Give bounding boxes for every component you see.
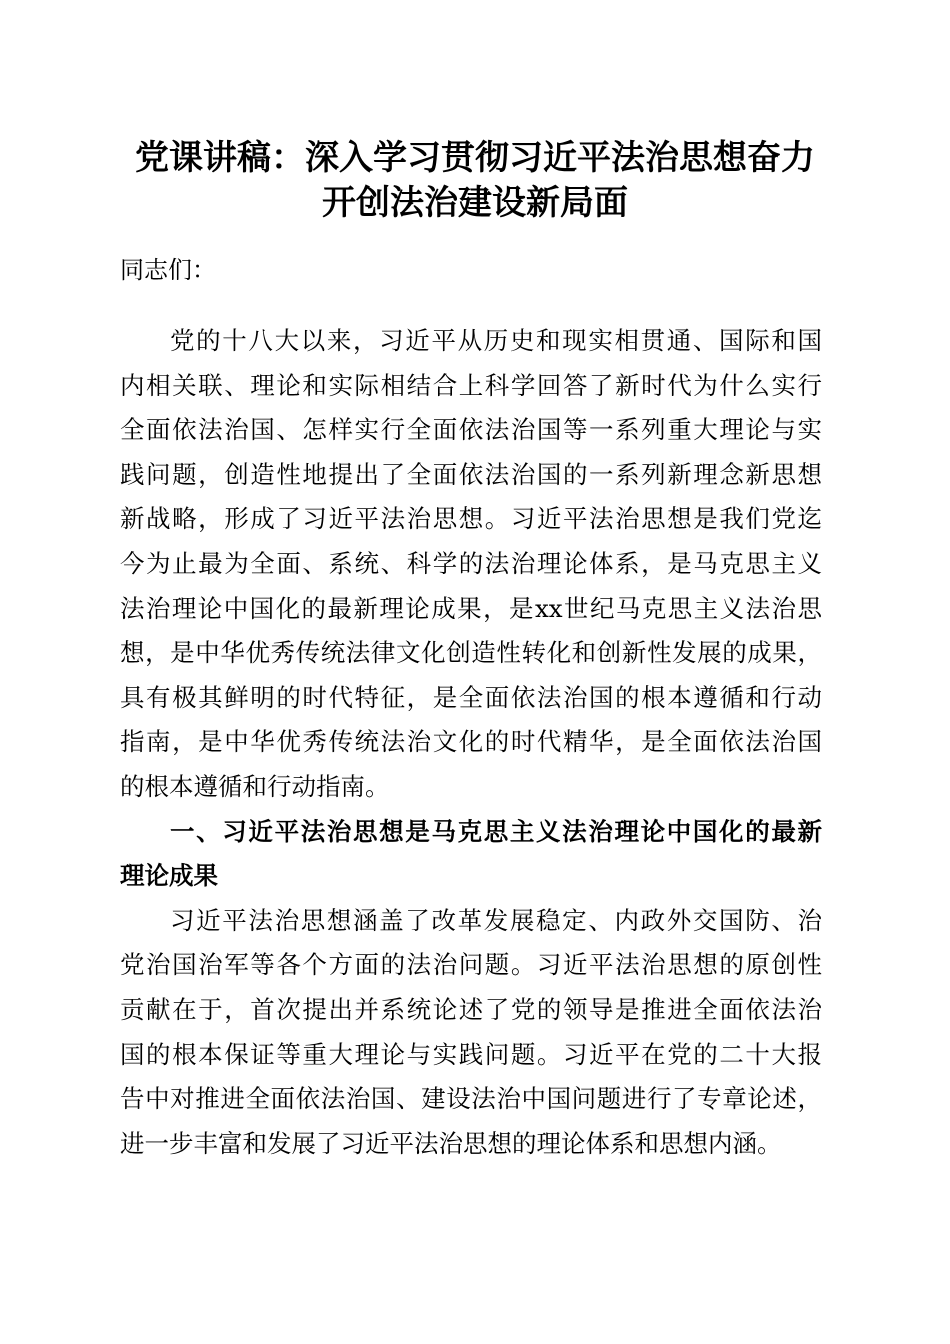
text-line: 法治理论中国化的最新理论成果，是xx世纪马克思主义法治思: [120, 593, 822, 623]
section-heading-1: [120, 810, 822, 899]
text-line: 全面依法治国、怎样实行全面依法治国等一系列重大理论与实: [120, 415, 822, 445]
document-body: [120, 319, 822, 1166]
text-line: 党的十八大以来，习近平从历史和现实相贯通、国际和国: [170, 326, 822, 355]
document-title: [100, 136, 850, 226]
text-line: 习近平法治思想涵盖了改革发展稳定、内政外交国防、治: [170, 905, 822, 935]
heading-line: 理论成果: [120, 861, 218, 891]
text-line: 贡献在于，首次提出并系统论述了党的领导是推进全面依法治: [120, 994, 822, 1024]
text-line: 内相关联、理论和实际相结合上科学回答了新时代为什么实行: [120, 370, 822, 400]
text-line: 进一步丰富和发展了习近平法治思想的理论体系和思想内涵。: [120, 1128, 782, 1158]
text-line: 告中对推进全面依法治国、建设法治中国问题进行了专章论述，: [120, 1084, 822, 1114]
text-line: 今为止最为全面、系统、科学的法治理论体系，是马克思主义: [120, 548, 822, 578]
text-line: 国的根本保证等重大理论与实践问题。习近平在党的二十大报: [120, 1039, 822, 1069]
text-line: 党治国治军等各个方面的法治问题。习近平法治思想的原创性: [120, 950, 822, 980]
salutation: 同志们：: [120, 256, 216, 284]
text-line: 想，是中华优秀传统法律文化创造性转化和创新性发展的成果，: [120, 638, 822, 668]
text-line: 新战略，形成了习近平法治思想。习近平法治思想是我们党迄: [120, 504, 822, 534]
text-line: 践问题，创造性地提出了全面依法治国的一系列新理念新思想: [120, 459, 822, 489]
text-line: 具有极其鲜明的时代特征，是全面依法治国的根本遵循和行动: [120, 682, 822, 712]
text-line: 的根本遵循和行动指南。: [120, 771, 390, 801]
title-line: 开创法治建设新局面: [322, 183, 628, 223]
text-line: 指南，是中华优秀传统法治文化的时代精华，是全面依法治国: [120, 727, 822, 757]
paragraph-1: [120, 319, 822, 810]
paragraph-2: [120, 899, 822, 1167]
heading-line: 一、习近平法治思想是马克思主义法治理论中国化的最新: [170, 816, 822, 846]
title-line: 党课讲稿：深入学习贯彻习近平法治思想奋力: [135, 138, 815, 178]
